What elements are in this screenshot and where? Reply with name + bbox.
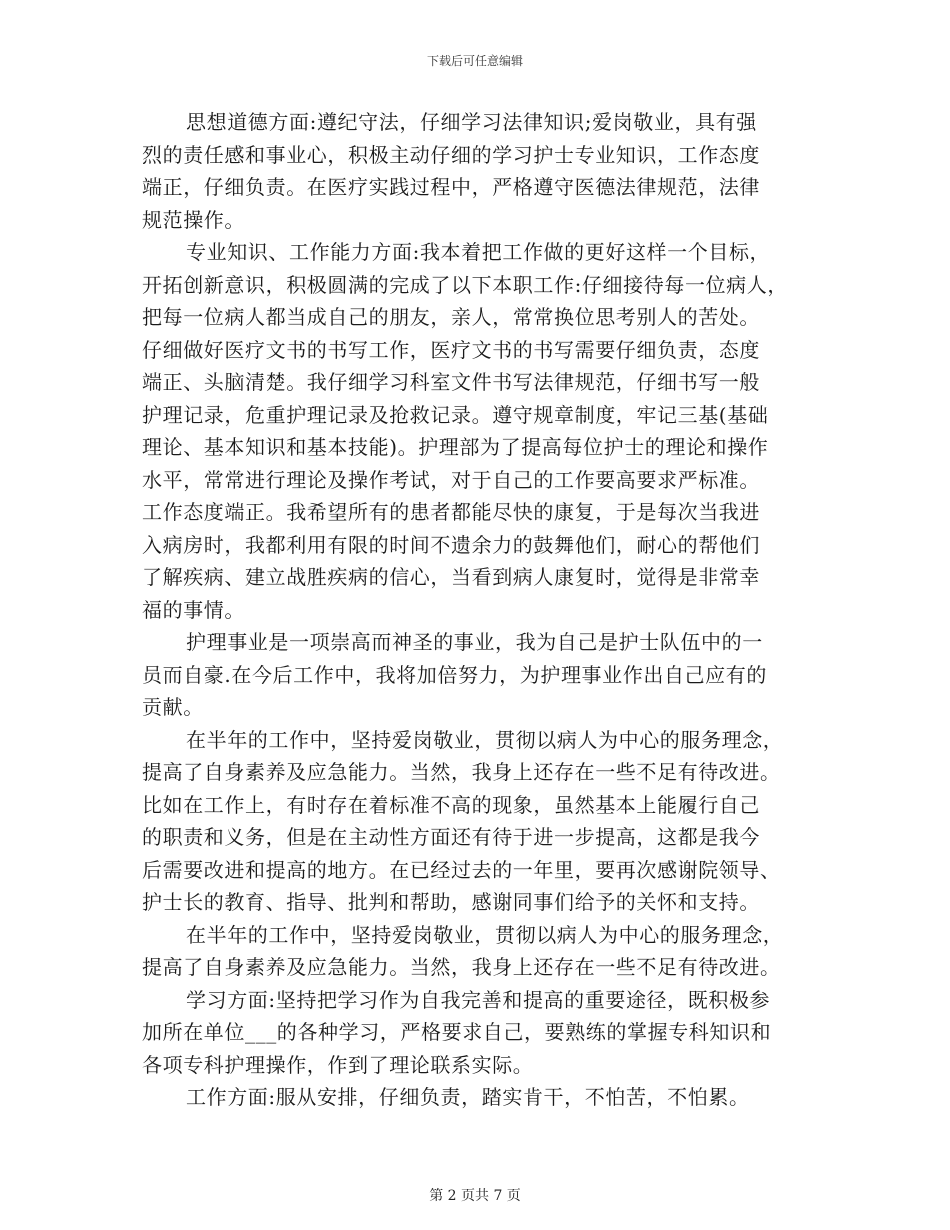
text-line: 专业知识、工作能力方面:我本着把工作做的更好这样一个目标， xyxy=(186,240,771,264)
text-line: 规范操作。 xyxy=(142,207,245,232)
text-line: 护理事业是一项崇高而神圣的事业，我为自己是护士队伍中的一 xyxy=(186,630,763,654)
text-line: 开拓创新意识，积极圆满的完成了以下本职工作:仔细接待每一位病人， xyxy=(142,272,788,297)
text-line: 提高了自身素养及应急能力。当然，我身上还存在一些不足有待改进。 xyxy=(142,760,781,784)
text-line: 的职责和义务，但是在主动性方面还有待于进一步提高，这都是我今 xyxy=(142,825,760,849)
text-line: 提高了自身素养及应急能力。当然，我身上还存在一些不足有待改进。 xyxy=(142,955,781,979)
text-line: 各项专科护理操作，作到了理论联系实际。 xyxy=(142,1052,534,1077)
text-line: 在半年的工作中，坚持爱岗敬业，贯彻以病人为中心的服务理念， xyxy=(186,727,784,752)
page-header: 下载后可任意编辑 xyxy=(426,54,523,68)
text-line: 贡献。 xyxy=(142,695,204,719)
document-body xyxy=(142,106,814,1114)
text-line: 护理记录，危重护理记录及抢救记录。遵守规章制度，牢记三基(基础 xyxy=(142,402,769,427)
text-line: 后需要改进和提高的地方。在已经过去的一年里，要再次感谢院领导、 xyxy=(142,857,781,882)
text-line: 护士长的教育、指导、批判和帮助，感谢同事们给予的关怀和支持。 xyxy=(142,890,760,914)
text-line: 工作方面:服从安排，仔细负责，踏实肯干，不怕苦，不怕累。 xyxy=(186,1085,750,1109)
text-line: 入病房时，我都利用有限的时间不遗余力的鼓舞他们，耐心的帮他们 xyxy=(142,532,760,557)
text-line: 理论、基本知识和基本技能)。护理部为了提高每位护士的理论和操作 xyxy=(142,435,769,459)
text-line: 了解疾病、建立战胜疾病的信心，当看到病人康复时，觉得是非常幸 xyxy=(142,565,760,589)
text-line: 加所在单位___的各种学习，严格要求自己，要熟练的掌握专科知识和 xyxy=(142,1020,772,1044)
text-line: 学习方面:坚持把学习作为自我完善和提高的重要途径，既积极参 xyxy=(186,987,771,1012)
text-line: 水平，常常进行理论及操作考试，对于自己的工作要高要求严标准。 xyxy=(142,467,760,492)
text-line: 把每一位病人都当成自己的朋友，亲人，常常换位思考别人的苦处。 xyxy=(142,305,760,329)
page-footer: 第 2 页共 7 页 xyxy=(429,1188,521,1204)
text-line: 端正、头脑清楚。我仔细学习科室文件书写法律规范，仔细书写一般 xyxy=(142,370,760,394)
text-line: 员而自豪.在今后工作中，我将加倍努力，为护理事业作出自己应有的 xyxy=(142,662,767,687)
text-line: 烈的责任感和事业心，积极主动仔细的学习护士专业知识，工作态度 xyxy=(142,142,760,167)
text-line: 比如在工作上，有时存在着标准不高的现象，虽然基本上能履行自己 xyxy=(142,792,760,817)
text-line: 仔细做好医疗文书的书写工作，医疗文书的书写需要仔细负责，态度 xyxy=(142,337,760,362)
text-line: 在半年的工作中，坚持爱岗敬业，贯彻以病人为中心的服务理念， xyxy=(186,922,784,947)
text-line: 福的事情。 xyxy=(142,597,245,622)
text-line: 思想道德方面:遵纪守法，仔细学习法律知识;爱岗敬业，具有强 xyxy=(186,110,757,134)
text-line: 端正，仔细负责。在医疗实践过程中，严格遵守医德法律规范，法律 xyxy=(142,175,760,199)
text-line: 工作态度端正。我希望所有的患者都能尽快的康复，于是每次当我进 xyxy=(142,500,760,524)
